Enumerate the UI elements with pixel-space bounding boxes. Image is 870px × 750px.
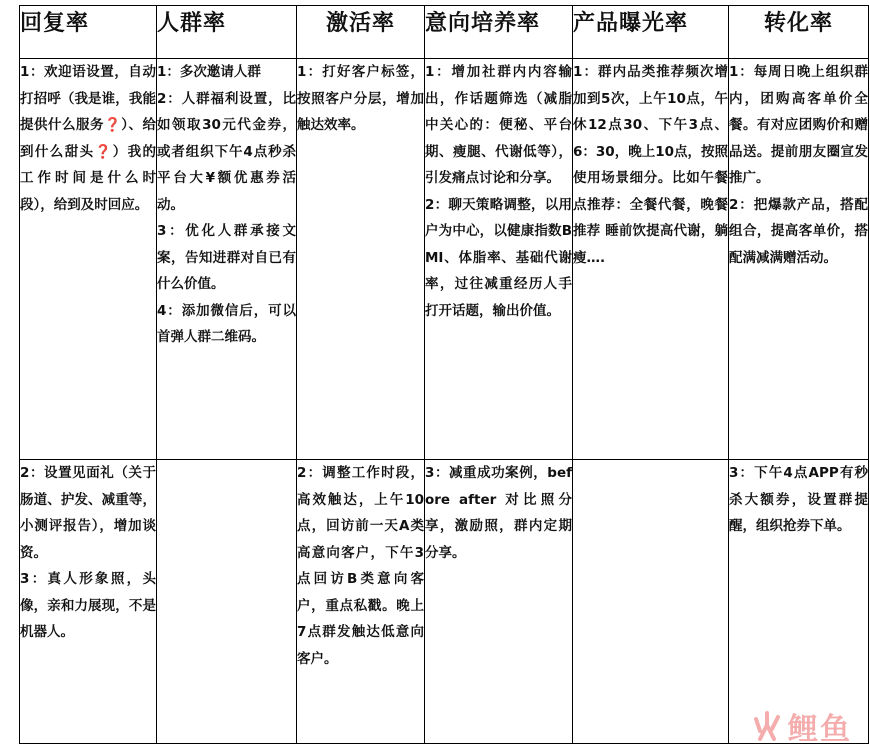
header-activation-rate: 激活率 — [297, 6, 425, 59]
cell-text: 1：打好客户标签，按照客户分层，增加触达效率。 — [297, 64, 424, 133]
cell-text: 4：添加微信后，可以首弹人群二维码。 — [157, 302, 296, 345]
cell-text: 3：真人形象照，头像，亲和力展现，不是机器人。 — [20, 571, 156, 640]
cell-text: 1：欢迎语设置，自动打招呼（我是谁，我能提供什么服务❓）、给到什么甜头❓）我的工作时间是什么时段），给到及时回应。 — [20, 64, 156, 213]
watermark-text: 鲤鱼 — [788, 712, 852, 747]
fire-logo-icon — [750, 709, 784, 743]
cell-intent-2 — [425, 460, 573, 744]
cell-exposure-2 — [573, 460, 729, 744]
table-row — [20, 460, 869, 744]
cell-text: 1：多次邀请人群 — [157, 64, 261, 80]
header-row — [20, 6, 869, 59]
cell-activation-2 — [297, 460, 425, 744]
cell-exposure-1 — [573, 59, 729, 460]
cell-activation-1 — [297, 59, 425, 460]
cell-text: 2：设置见面礼（关于肠道、护发、减重等，小测评报告），增加谈资。 — [20, 465, 156, 561]
header-conversion-rate: 转化率 — [729, 6, 869, 59]
cell-reply-2 — [20, 460, 157, 744]
cell-text: 3：减重成功案例，before after 对比照分享，激励照，群内定期分享。 — [425, 465, 572, 561]
header-reply-rate: 回复率 — [20, 6, 157, 59]
cell-text: 2：人群福利设置，比如领取30元代金券，或者组织下午4点秒杀平台大¥额优惠券活动。 — [157, 90, 296, 213]
cell-reply-1 — [20, 59, 157, 460]
cell-conversion-1 — [729, 59, 869, 460]
cell-join-2 — [157, 460, 297, 744]
table-row — [20, 59, 869, 460]
cell-intent-1 — [425, 59, 573, 460]
cell-text: 3：优化人群承接文案，告知进群对自已有什么价值。 — [157, 223, 296, 292]
cell-text: 2：聊天策略调整，以用户为中心，以健康指数BMI、体脂率、基础代谢率，过往减重经历人手打开话题，输出价值。 — [425, 196, 572, 319]
cell-text: 1：群内品类推荐频次增加到5次，上午10点，午休12点30、下午3点、6：30，晚上10点，按照使用场景细分。比如午餐点推荐：全餐代餐，晚餐推荐 睡前饮提高代谢，躺瘦…. — [573, 64, 728, 266]
cell-text: 2：调整工作时段，高效触达，上午10点，回访前一天A类高意向客户，下午3点回访B类意向客户，重点私戳。晚上7点群发触达低意向客户。 — [297, 465, 424, 667]
header-intent-rate: 意向培养率 — [425, 6, 573, 59]
strategy-table — [19, 5, 869, 744]
cell-text: 1：增加社群内内容输出，作话题筛选（减脂中关心的：便秘、平台期、瘦腿、代谢低等），引发痛点讨论和分享。 — [425, 64, 572, 186]
cell-join-1 — [157, 59, 297, 460]
cell-text: 3：下午4点APP有秒杀大额券，设置群提醒，组织抢券下单。 — [729, 465, 868, 534]
cell-text: 1：每周日晚上组织群内，团购高客单价全餐。有对应团购价和赠品送。提前朋友圈宣发推广。 — [729, 64, 868, 186]
header-join-rate: 人群率 — [157, 6, 297, 59]
watermark-logo — [750, 706, 852, 746]
cell-conversion-2 — [729, 460, 869, 744]
cell-text: 2：把爆款产品，搭配组合，提高客单价，搭配满减满赠活动。 — [729, 196, 868, 266]
header-exposure-rate: 产品曝光率 — [573, 6, 729, 59]
